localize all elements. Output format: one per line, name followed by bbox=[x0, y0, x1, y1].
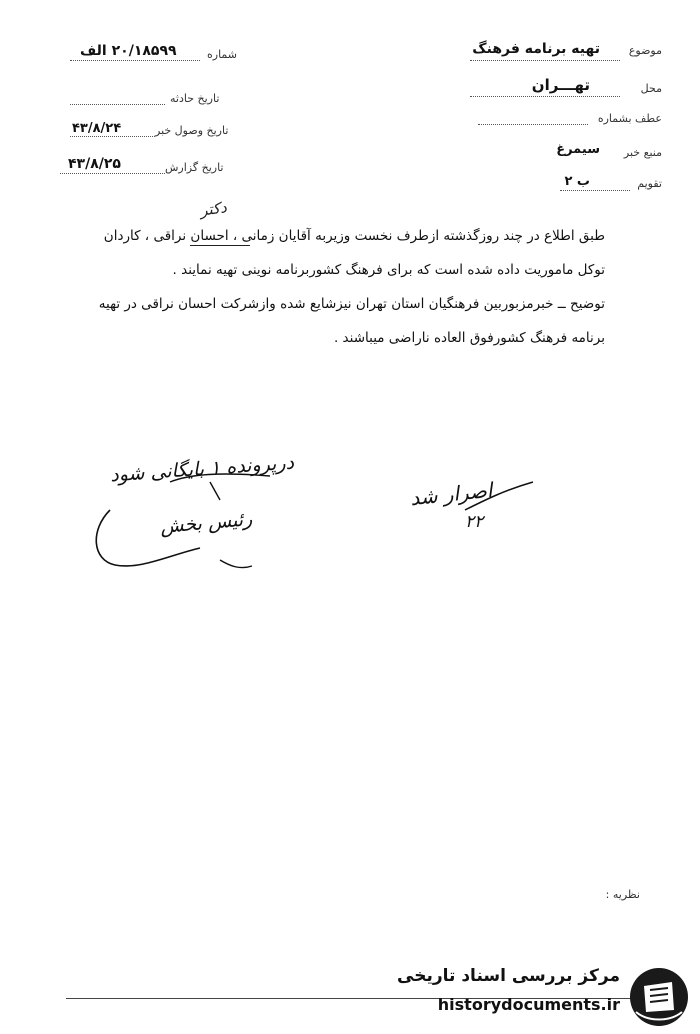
source-value: سیمرغ bbox=[556, 142, 600, 157]
subject-label: موضوع bbox=[628, 44, 662, 57]
report-date-value: ۴۳/۸/۲۵ bbox=[68, 156, 121, 172]
received-date-value: ۴۳/۸/۲۴ bbox=[72, 121, 122, 136]
logo-title: مرکز بررسی اسناد تاریخی bbox=[397, 966, 620, 986]
handwritten-signature-left bbox=[80, 500, 280, 590]
number-value: ۲۰/۱۸۵۹۹ الف bbox=[80, 43, 177, 59]
location-value: تهـــران bbox=[531, 76, 590, 94]
history-documents-logo bbox=[397, 962, 700, 1034]
incident-date-dotted-line bbox=[70, 104, 165, 105]
evaluation-dotted-line bbox=[560, 190, 630, 191]
body-line-2: توکل ماموریت داده شده است که برای فرهنگ کشوربرنامه نوینی تهیه نمایند . bbox=[172, 262, 605, 278]
handwritten-annotation: دکتر bbox=[198, 198, 228, 220]
handwritten-note-right-2: ۲۲ bbox=[465, 512, 484, 532]
report-date-dotted-line bbox=[60, 173, 165, 174]
name-underline bbox=[190, 245, 250, 246]
subject-dotted-line bbox=[470, 60, 620, 61]
received-date-label: تاریخ وصول خبر bbox=[155, 124, 229, 137]
location-dotted-line bbox=[470, 96, 620, 97]
source-label: منبع خبر bbox=[623, 146, 662, 159]
body-line-3: توضیح ــ خبرمزبوربین فرهنگیان استان تهران نیزشایع شده وازشرکت احسان نراقی در تهیه bbox=[98, 296, 605, 312]
reference-dotted-line bbox=[478, 124, 588, 125]
handwritten-strokes-right bbox=[455, 470, 545, 520]
received-date-dotted-line bbox=[70, 136, 155, 137]
evaluation-value: ب ۲ bbox=[564, 174, 590, 189]
report-date-label: تاریخ گزارش bbox=[165, 161, 224, 174]
subject-value: تهیه برنامه فرهنگ bbox=[472, 41, 600, 57]
incident-date-label: تاریخ حادثه bbox=[170, 92, 220, 105]
handwritten-note-left-2: رئیس بخش bbox=[159, 508, 254, 538]
location-label: محل bbox=[640, 82, 662, 95]
body-line-1: طبق اطلاع در چند روزگذشته ازطرف نخست وزیربه آقایان زمانی ، احسان نراقی ، کاردان bbox=[103, 228, 605, 244]
reference-label: عطف بشماره bbox=[597, 112, 662, 125]
number-dotted-line bbox=[70, 60, 200, 61]
body-line-4: برنامه فرهنگ کشورفوق العاده ناراضی میباشند . bbox=[333, 330, 605, 346]
handwritten-strokes-left bbox=[150, 452, 300, 512]
handwritten-note-right-1: اصرار شد bbox=[408, 477, 494, 511]
number-label: شماره bbox=[207, 48, 238, 61]
opinion-label: نظریه : bbox=[605, 888, 640, 901]
logo-url: historydocuments.ir bbox=[437, 995, 620, 1014]
handwritten-note-left-1: درپرونده ۱ بایگانی شود bbox=[109, 451, 295, 487]
evaluation-label: تقویم bbox=[637, 177, 662, 190]
archive-emblem-icon bbox=[628, 966, 690, 1028]
